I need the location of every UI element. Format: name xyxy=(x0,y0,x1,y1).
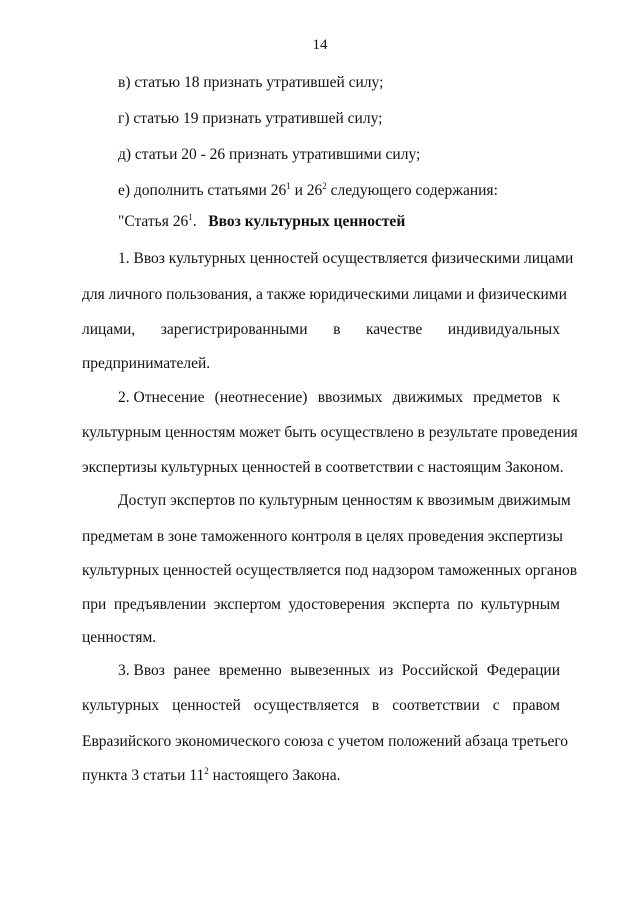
p2-line3: экспертизы культурных ценностей в соответствии с настоящим Законом. xyxy=(82,459,564,476)
article-prefix: "Статья 26 xyxy=(118,213,189,230)
article-heading xyxy=(118,213,560,231)
p3-line4-word: удостоверения xyxy=(288,596,385,613)
p2-line1-word: (неотнесение) xyxy=(214,389,308,406)
item-e-after: следующего содержания: xyxy=(326,182,498,199)
p4-line1-word: Российской xyxy=(401,662,479,679)
item-d: д) статьи 20 - 26 признать утратившими силу; xyxy=(118,146,421,163)
p4-line2-word: ценностей xyxy=(172,697,241,714)
p4-line2-word: правом xyxy=(512,697,560,714)
p3-line3: культурных ценностей осуществляется под надзором таможенных органов xyxy=(82,562,578,579)
item-e xyxy=(118,182,560,200)
p3-line4 xyxy=(82,596,560,614)
p4-line2-word: с xyxy=(492,697,500,714)
p4-line1-word: вывезенных xyxy=(290,662,371,679)
p3-line4-word: экспертом xyxy=(213,596,281,613)
article-sup: 1 xyxy=(188,212,193,222)
p4-line4-before: пункта 3 статьи 11 xyxy=(82,767,205,784)
item-g: г) статью 19 признать утратившей силу; xyxy=(118,110,383,127)
item-e-before: е) дополнить статьями 26 xyxy=(118,182,287,199)
p3-line4-word: предъявлении xyxy=(113,596,207,613)
p2-line1 xyxy=(118,389,560,407)
p4-line2-word: осуществляется xyxy=(253,697,359,714)
p3-line4-word: эксперта xyxy=(392,596,450,613)
p1-line3 xyxy=(82,321,560,339)
p4-line1-word: Федерации xyxy=(486,662,560,679)
article-dot: . xyxy=(192,213,197,230)
p4-line1-word: временно xyxy=(218,662,282,679)
p3-line4-word: культурным xyxy=(480,596,560,613)
p4-line2-word: культурных xyxy=(82,697,160,714)
item-e-sup2: 2 xyxy=(322,181,327,191)
p4-line2 xyxy=(82,697,560,715)
p3-line4-word: при xyxy=(82,596,107,613)
item-v: в) статью 18 признать утратившей силу; xyxy=(118,74,384,91)
p2-line1-word: движимых xyxy=(392,389,464,406)
p4-line2-word: в xyxy=(371,697,380,714)
p1-line3-word: зарегистрированными xyxy=(160,321,308,338)
p4-line4-sup: 2 xyxy=(204,766,209,776)
p4-line4 xyxy=(82,767,560,785)
p4-line1-word: 3. Ввоз xyxy=(118,662,165,679)
p4-line3: Евразийского экономического союза с учетом положений абзаца третьего xyxy=(82,733,569,750)
item-e-mid: и 26 xyxy=(290,182,323,199)
p4-line1-word: ранее xyxy=(173,662,211,679)
p3-line4-word: по xyxy=(457,596,474,613)
item-e-sup1: 1 xyxy=(286,181,291,191)
p4-line1 xyxy=(118,662,560,680)
p4-line2-word: соответствии xyxy=(392,697,480,714)
p1-line3-word: лицами, xyxy=(82,321,136,338)
p2-line2: культурным ценностям может быть осуществлено в результате проведения xyxy=(82,424,578,441)
p3-line1: Доступ экспертов по культурным ценностям к ввозимым движимым xyxy=(118,492,571,509)
p2-line1-word: 2. Отнесение xyxy=(118,389,205,406)
p1-line1: 1. Ввоз культурных ценностей осуществляется физическими лицами xyxy=(118,250,574,267)
p4-line1-word: из xyxy=(378,662,394,679)
p1-line3-word: индивидуальных xyxy=(447,321,560,338)
p1-line3-word: в xyxy=(333,321,341,338)
p1-line4: предпринимателей. xyxy=(82,355,211,372)
article-title: Ввоз культурных ценностей xyxy=(208,213,406,230)
page-number: 14 xyxy=(312,37,328,53)
p4-line4-after: настоящего Закона. xyxy=(208,767,341,784)
p2-line1-word: ввозимых xyxy=(317,389,383,406)
p2-line1-word: предметов xyxy=(473,389,543,406)
p3-line2: предметам в зоне таможенного контроля в целях проведения экспертизы xyxy=(82,528,563,545)
p2-line1-word: к xyxy=(552,389,560,406)
p3-line5: ценностям. xyxy=(82,629,157,646)
p1-line2: для личного пользования, а также юридическими лицами и физическими xyxy=(82,286,567,303)
p1-line3-word: качестве xyxy=(365,321,423,338)
